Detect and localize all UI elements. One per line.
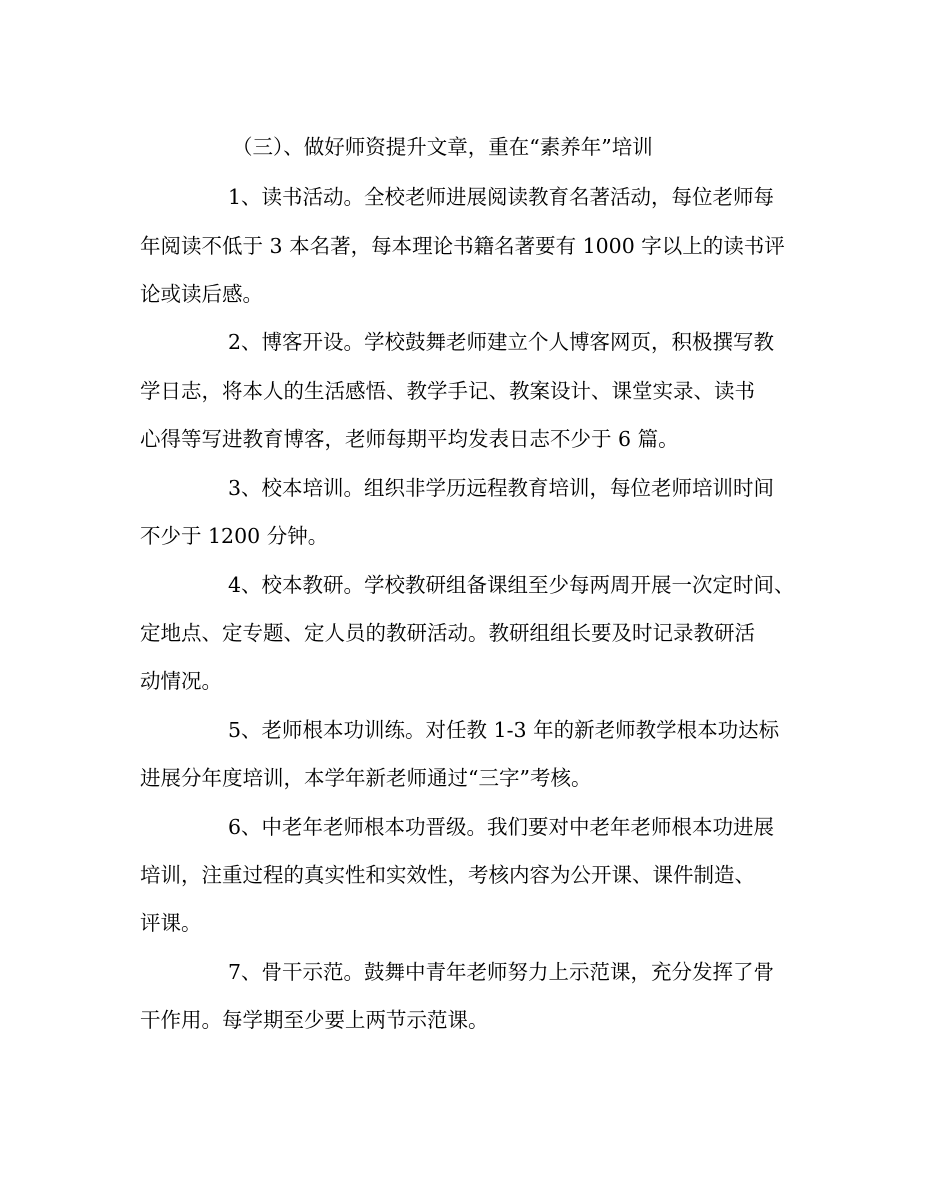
paragraph-6-line-1: 6、中老年老师根本功晋级。我们要对中老年老师根本功进展 bbox=[228, 815, 775, 839]
paragraph-1-line-1: 1、读书活动。全校老师进展阅读教育名著活动，每位老师每 bbox=[228, 185, 775, 209]
section-heading: （三）、做好师资提升文章，重在“素养年”培训 bbox=[232, 135, 653, 159]
paragraph-4-line-2: 定地点、定专题、定人员的教研活动。教研组组长要及时记录教研活 bbox=[140, 621, 755, 645]
paragraph-1-line-2: 年阅读不低于 3 本名著，每本理论书籍名著要有 1000 字以上的读书评 bbox=[140, 234, 785, 258]
paragraph-5-line-1: 5、老师根本功训练。对任教 1-3 年的新老师教学根本功达标 bbox=[228, 718, 780, 742]
paragraph-7-line-2: 干作用。每学期至少要上两节示范课。 bbox=[140, 1008, 489, 1032]
paragraph-1-line-3: 论或读后感。 bbox=[140, 282, 263, 306]
paragraph-4-line-1: 4、校本教研。学校教研组备课组至少每两周开展一次定时间、 bbox=[228, 573, 795, 597]
paragraph-3-line-1: 3、校本培训。组织非学历远程教育培训，每位老师培训时间 bbox=[228, 476, 775, 500]
paragraph-6-line-2: 培训，注重过程的真实性和实效性，考核内容为公开课、课件制造、 bbox=[140, 863, 755, 887]
paragraph-7-line-1: 7、骨干示范。鼓舞中青年老师努力上示范课，充分发挥了骨 bbox=[228, 960, 775, 984]
paragraph-2-line-2: 学日志，将本人的生活感悟、教学手记、教案设计、课堂实录、读书 bbox=[140, 379, 755, 403]
paragraph-4-line-3: 动情况。 bbox=[140, 669, 222, 693]
paragraph-2-line-1: 2、博客开设。学校鼓舞老师建立个人博客网页，积极撰写教 bbox=[228, 330, 775, 354]
paragraph-2-line-3: 心得等写进教育博客，老师每期平均发表日志不少于 6 篇。 bbox=[140, 427, 679, 451]
paragraph-5-line-2: 进展分年度培训，本学年新老师通过“三字”考核。 bbox=[140, 766, 592, 790]
paragraph-3-line-2: 不少于 1200 分钟。 bbox=[140, 524, 329, 548]
paragraph-6-line-3: 评课。 bbox=[140, 911, 202, 935]
